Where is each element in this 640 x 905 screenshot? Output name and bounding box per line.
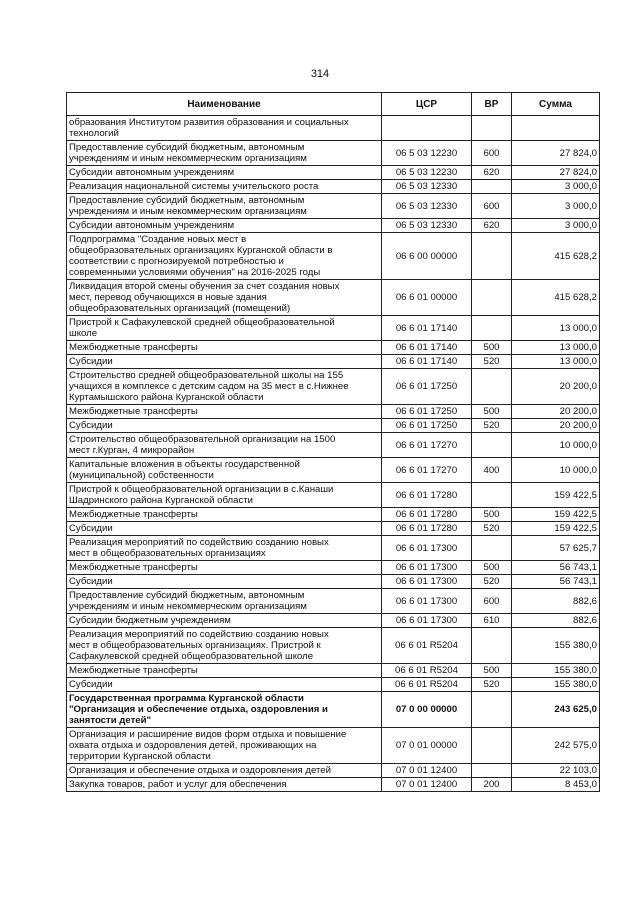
table-header-row <box>67 93 600 116</box>
table-row <box>67 141 600 166</box>
row-name-cell: Строительство средней общеобразовательной школы на 155 учащихся в комплексе с детским садом на 35 мест в с.Нижнее Куртамышского района Курганской области <box>67 369 382 405</box>
row-sum-cell: 20 200,0 <box>512 419 600 433</box>
table-row <box>67 589 600 614</box>
row-vr-cell <box>472 483 512 508</box>
row-name-cell: Реализация национальной системы учительского роста <box>67 180 382 194</box>
table-row <box>67 764 600 778</box>
table-row <box>67 280 600 316</box>
row-csr-cell: 06 6 01 17280 <box>382 522 472 536</box>
row-csr-cell: 06 6 00 00000 <box>382 233 472 280</box>
header-csr: ЦСР <box>382 93 472 116</box>
row-vr-cell: 600 <box>472 194 512 219</box>
row-csr-cell: 06 6 01 17250 <box>382 419 472 433</box>
row-sum-cell: 243 625,0 <box>512 692 600 728</box>
row-sum-cell: 3 000,0 <box>512 180 600 194</box>
row-csr-cell: 06 5 03 12330 <box>382 194 472 219</box>
row-name-cell: Капитальные вложения в объекты государственной (муниципальной) собственности <box>67 458 382 483</box>
row-vr-cell: 520 <box>472 678 512 692</box>
table-row <box>67 678 600 692</box>
row-csr-cell: 06 5 03 12330 <box>382 180 472 194</box>
row-name-cell: Межбюджетные трансферты <box>67 405 382 419</box>
row-sum-cell: 10 000,0 <box>512 458 600 483</box>
header-name: Наименование <box>67 93 382 116</box>
row-vr-cell: 500 <box>472 561 512 575</box>
row-vr-cell: 520 <box>472 575 512 589</box>
row-vr-cell <box>472 728 512 764</box>
table-row <box>67 536 600 561</box>
row-sum-cell: 242 575,0 <box>512 728 600 764</box>
row-sum-cell: 22 103,0 <box>512 764 600 778</box>
row-vr-cell: 500 <box>472 664 512 678</box>
table-row <box>67 219 600 233</box>
row-sum-cell: 155 380,0 <box>512 678 600 692</box>
row-name-cell: Закупка товаров, работ и услуг для обеспечения <box>67 778 382 792</box>
table-row <box>67 728 600 764</box>
row-name-cell: Подпрограмма "Создание новых мест в общеобразовательных организациях Курганской области в соответствии с прогнозируемой потребностью и современными условиями обучения" на 2016-2025 годы <box>67 233 382 280</box>
table-row <box>67 483 600 508</box>
row-csr-cell: 06 5 03 12230 <box>382 166 472 180</box>
table-row <box>67 561 600 575</box>
table-row <box>67 419 600 433</box>
row-csr-cell: 06 6 01 17250 <box>382 369 472 405</box>
row-vr-cell: 520 <box>472 355 512 369</box>
row-sum-cell: 8 453,0 <box>512 778 600 792</box>
row-name-cell: Реализация мероприятий по содействию созданию новых мест в общеобразовательных организациях <box>67 536 382 561</box>
row-csr-cell: 07 0 00 00000 <box>382 692 472 728</box>
row-name-cell: Субсидии <box>67 419 382 433</box>
row-vr-cell <box>472 536 512 561</box>
row-vr-cell <box>472 280 512 316</box>
row-sum-cell: 415 628,2 <box>512 233 600 280</box>
table-row <box>67 341 600 355</box>
row-name-cell: Межбюджетные трансферты <box>67 561 382 575</box>
table-row <box>67 194 600 219</box>
row-csr-cell: 06 6 01 17270 <box>382 458 472 483</box>
row-sum-cell: 20 200,0 <box>512 405 600 419</box>
row-sum-cell: 27 824,0 <box>512 166 600 180</box>
row-sum-cell: 13 000,0 <box>512 355 600 369</box>
row-csr-cell: 06 6 01 17300 <box>382 614 472 628</box>
row-csr-cell: 06 6 01 00000 <box>382 280 472 316</box>
row-sum-cell: 882,6 <box>512 614 600 628</box>
table-row <box>67 433 600 458</box>
table-row <box>67 233 600 280</box>
row-name-cell: Межбюджетные трансферты <box>67 341 382 355</box>
table-row <box>67 508 600 522</box>
row-vr-cell: 500 <box>472 405 512 419</box>
row-name-cell: Пристрой к Сафакулевской средней общеобразовательной школе <box>67 316 382 341</box>
row-vr-cell <box>472 433 512 458</box>
row-sum-cell: 155 380,0 <box>512 664 600 678</box>
row-vr-cell <box>472 116 512 141</box>
row-name-cell: Предоставление субсидий бюджетным, автономным учреждениям и иным некоммерческим организациям <box>67 589 382 614</box>
row-csr-cell: 06 6 01 17280 <box>382 483 472 508</box>
table-row <box>67 116 600 141</box>
row-vr-cell: 500 <box>472 341 512 355</box>
row-name-cell: Межбюджетные трансферты <box>67 508 382 522</box>
row-name-cell: Субсидии <box>67 522 382 536</box>
row-sum-cell: 3 000,0 <box>512 219 600 233</box>
table-row <box>67 575 600 589</box>
row-csr-cell: 06 5 03 12230 <box>382 141 472 166</box>
row-name-cell: Субсидии автономным учреждениям <box>67 219 382 233</box>
row-sum-cell: 27 824,0 <box>512 141 600 166</box>
row-name-cell: Субсидии <box>67 678 382 692</box>
row-name-cell: Субсидии бюджетным учреждениям <box>67 614 382 628</box>
row-name-cell: Предоставление субсидий бюджетным, автономным учреждениям и иным некоммерческим организациям <box>67 194 382 219</box>
row-vr-cell: 620 <box>472 166 512 180</box>
table-row <box>67 522 600 536</box>
row-sum-cell: 20 200,0 <box>512 369 600 405</box>
row-name-cell: Ликвидация второй смены обучения за счет создания новых мест, перевод обучающихся в новые здания общеобразовательных организаций (помещений) <box>67 280 382 316</box>
row-vr-cell: 610 <box>472 614 512 628</box>
table-row <box>67 180 600 194</box>
row-vr-cell: 400 <box>472 458 512 483</box>
row-name-cell: образования Институтом развития образования и социальных технологий <box>67 116 382 141</box>
table-row <box>67 778 600 792</box>
table-row <box>67 369 600 405</box>
row-csr-cell: 07 0 01 12400 <box>382 764 472 778</box>
row-name-cell: Государственная программа Курганской области "Организация и обеспечение отдыха, оздоровления и занятости детей" <box>67 692 382 728</box>
row-name-cell: Организация и обеспечение отдыха и оздоровления детей <box>67 764 382 778</box>
row-sum-cell: 56 743,1 <box>512 575 600 589</box>
header-vr: ВР <box>472 93 512 116</box>
row-sum-cell: 155 380,0 <box>512 628 600 664</box>
row-csr-cell: 06 6 01 17300 <box>382 575 472 589</box>
row-name-cell: Межбюджетные трансферты <box>67 664 382 678</box>
row-csr-cell: 06 6 01 17300 <box>382 561 472 575</box>
budget-table <box>66 92 600 792</box>
row-vr-cell <box>472 180 512 194</box>
row-csr-cell: 06 6 01 17270 <box>382 433 472 458</box>
row-vr-cell <box>472 316 512 341</box>
row-csr-cell: 06 6 01 R5204 <box>382 678 472 692</box>
table-row <box>67 692 600 728</box>
row-vr-cell <box>472 692 512 728</box>
row-sum-cell: 13 000,0 <box>512 341 600 355</box>
row-vr-cell: 520 <box>472 419 512 433</box>
row-vr-cell <box>472 233 512 280</box>
row-vr-cell: 600 <box>472 141 512 166</box>
row-csr-cell: 06 6 01 17300 <box>382 536 472 561</box>
row-csr-cell: 06 6 01 17140 <box>382 316 472 341</box>
row-vr-cell <box>472 369 512 405</box>
row-vr-cell: 600 <box>472 589 512 614</box>
row-name-cell: Субсидии автономным учреждениям <box>67 166 382 180</box>
row-sum-cell: 159 422,5 <box>512 483 600 508</box>
row-name-cell: Пристрой к общеобразовательной организации в с.Канаши Шадринского района Курганской области <box>67 483 382 508</box>
row-csr-cell: 06 6 01 R5204 <box>382 628 472 664</box>
row-vr-cell: 500 <box>472 508 512 522</box>
row-name-cell: Реализация мероприятий по содействию созданию новых мест в общеобразовательных организациях. Пристрой к Сафакулевской средней общеобразовательной школе <box>67 628 382 664</box>
row-csr-cell: 07 0 01 00000 <box>382 728 472 764</box>
table-row <box>67 355 600 369</box>
row-vr-cell: 520 <box>472 522 512 536</box>
row-sum-cell: 56 743,1 <box>512 561 600 575</box>
row-sum-cell: 13 000,0 <box>512 316 600 341</box>
row-name-cell: Субсидии <box>67 575 382 589</box>
row-sum-cell: 159 422,5 <box>512 508 600 522</box>
row-csr-cell: 06 5 03 12330 <box>382 219 472 233</box>
row-csr-cell: 06 6 01 17140 <box>382 341 472 355</box>
table-row <box>67 458 600 483</box>
table-row <box>67 614 600 628</box>
table-row <box>67 628 600 664</box>
row-sum-cell: 882,6 <box>512 589 600 614</box>
row-csr-cell <box>382 116 472 141</box>
row-csr-cell: 06 6 01 17280 <box>382 508 472 522</box>
table-row <box>67 405 600 419</box>
row-name-cell: Строительство общеобразовательной организации на 1500 мест г.Курган, 4 микрорайон <box>67 433 382 458</box>
row-sum-cell: 415 628,2 <box>512 280 600 316</box>
row-sum-cell <box>512 116 600 141</box>
row-csr-cell: 06 6 01 17300 <box>382 589 472 614</box>
row-vr-cell: 620 <box>472 219 512 233</box>
row-csr-cell: 06 6 01 R5204 <box>382 664 472 678</box>
row-sum-cell: 57 625,7 <box>512 536 600 561</box>
row-csr-cell: 06 6 01 17140 <box>382 355 472 369</box>
row-csr-cell: 06 6 01 17250 <box>382 405 472 419</box>
row-name-cell: Субсидии <box>67 355 382 369</box>
page-number: 314 <box>310 68 330 80</box>
header-sum: Сумма <box>512 93 600 116</box>
table-row <box>67 166 600 180</box>
row-vr-cell <box>472 764 512 778</box>
row-sum-cell: 3 000,0 <box>512 194 600 219</box>
row-vr-cell: 200 <box>472 778 512 792</box>
row-sum-cell: 159 422,5 <box>512 522 600 536</box>
row-csr-cell: 07 0 01 12400 <box>382 778 472 792</box>
row-sum-cell: 10 000,0 <box>512 433 600 458</box>
row-name-cell: Организация и расширение видов форм отдыха и повышение охвата отдыха и оздоровления детей, проживающих на территории Курганской области <box>67 728 382 764</box>
table-row <box>67 316 600 341</box>
row-vr-cell <box>472 628 512 664</box>
table-body <box>67 116 600 792</box>
row-name-cell: Предоставление субсидий бюджетным, автономным учреждениям и иным некоммерческим организациям <box>67 141 382 166</box>
table-row <box>67 664 600 678</box>
